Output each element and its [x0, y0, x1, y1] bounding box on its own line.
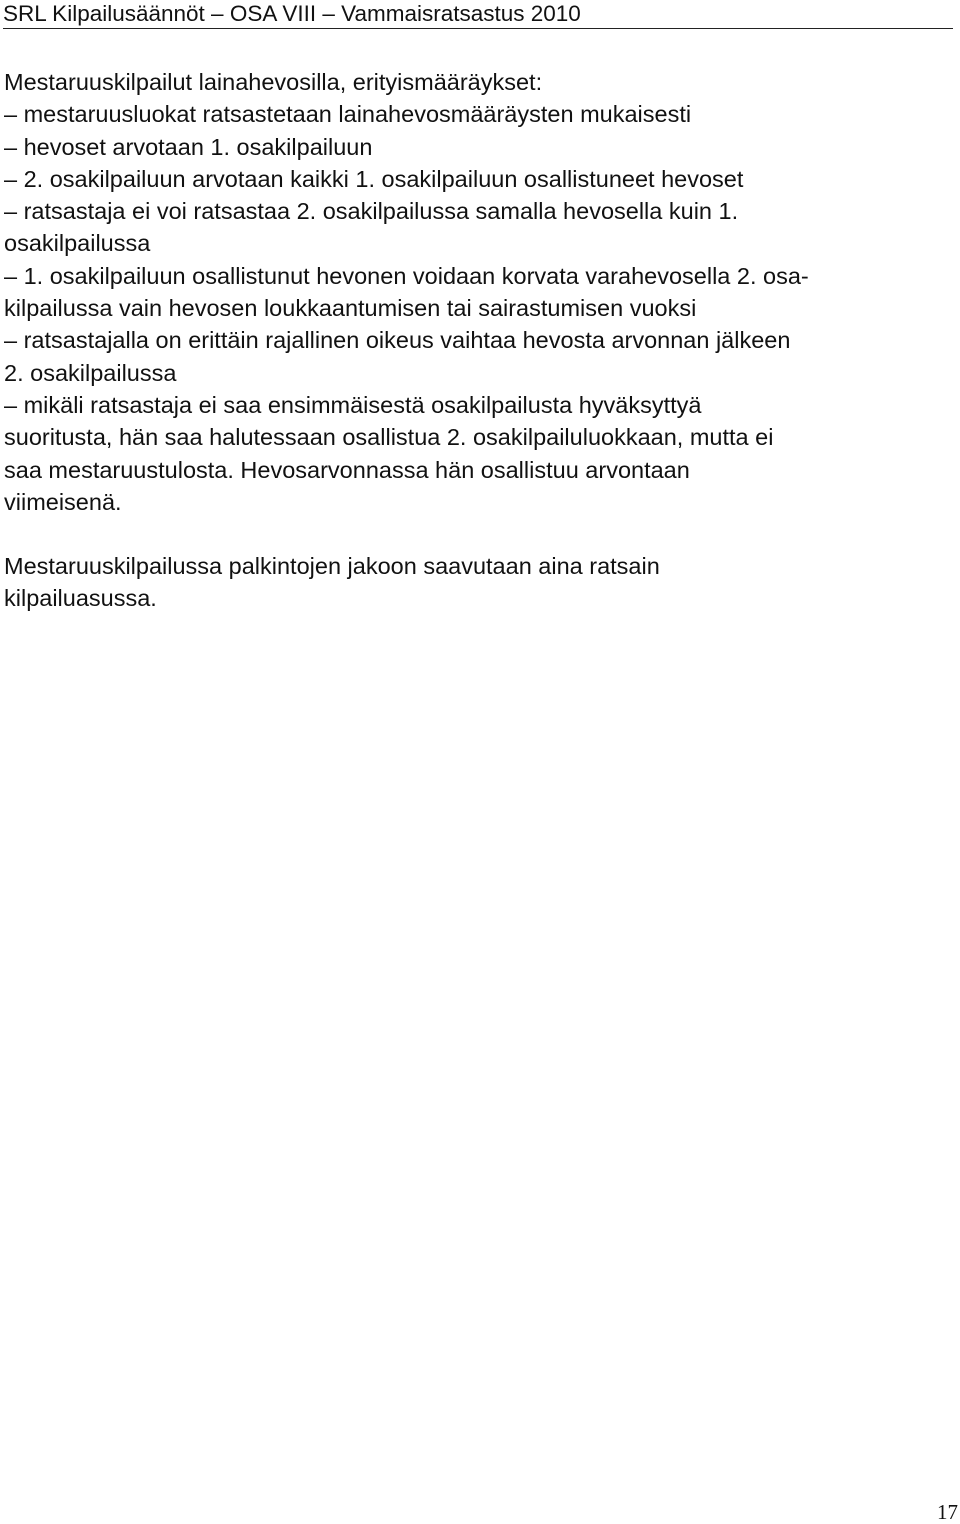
paragraph-lainahevoset	[4, 66, 954, 518]
page-header	[3, 0, 953, 29]
document-body	[4, 66, 954, 615]
text-line: saa mestaruustulosta. Hevosarvonnassa hän osallistuu arvontaan	[4, 456, 690, 483]
text-line: kilpailuasussa.	[4, 585, 157, 612]
paragraph-palkintojenjako	[4, 550, 954, 615]
text-line: Mestaruuskilpailussa palkintojen jakoon saavutaan aina ratsain	[4, 553, 660, 580]
text-line: – ratsastajalla on erittäin rajallinen oikeus vaihtaa hevosta arvonnan jälkeen	[4, 327, 791, 354]
text-line: kilpailussa vain hevosen loukkaantumisen tai sairastumisen vuoksi	[4, 295, 697, 322]
page-header-title: SRL Kilpailusäännöt – OSA VIII – Vammaisratsastus 2010	[3, 1, 581, 26]
text-line: osakilpailussa	[4, 230, 151, 257]
text-line: – ratsastaja ei voi ratsastaa 2. osakilpailussa samalla hevosella kuin 1.	[4, 198, 739, 225]
page-number: 17	[937, 1500, 958, 1524]
text-line: – 2. osakilpailuun arvotaan kaikki 1. osakilpailuun osallistuneet hevoset	[4, 165, 744, 192]
text-line: – hevoset arvotaan 1. osakilpailuun	[4, 133, 373, 160]
text-line: – mestaruusluokat ratsastetaan lainahevosmääräysten mukaisesti	[4, 101, 692, 128]
text-line: – mikäli ratsastaja ei saa ensimmäisestä osakilpailusta hyväksyttyä	[4, 391, 702, 418]
text-line: Mestaruuskilpailut lainahevosilla, erityismääräykset:	[4, 69, 543, 95]
text-line: viimeisenä.	[4, 488, 122, 515]
text-line: 2. osakilpailussa	[4, 359, 177, 386]
text-line: – 1. osakilpailuun osallistunut hevonen voidaan korvata varahevosella 2. osa-	[4, 262, 809, 289]
paragraph-gap	[4, 518, 954, 550]
text-line: suoritusta, hän saa halutessaan osallistua 2. osakilpailuluokkaan, mutta ei	[4, 424, 774, 451]
